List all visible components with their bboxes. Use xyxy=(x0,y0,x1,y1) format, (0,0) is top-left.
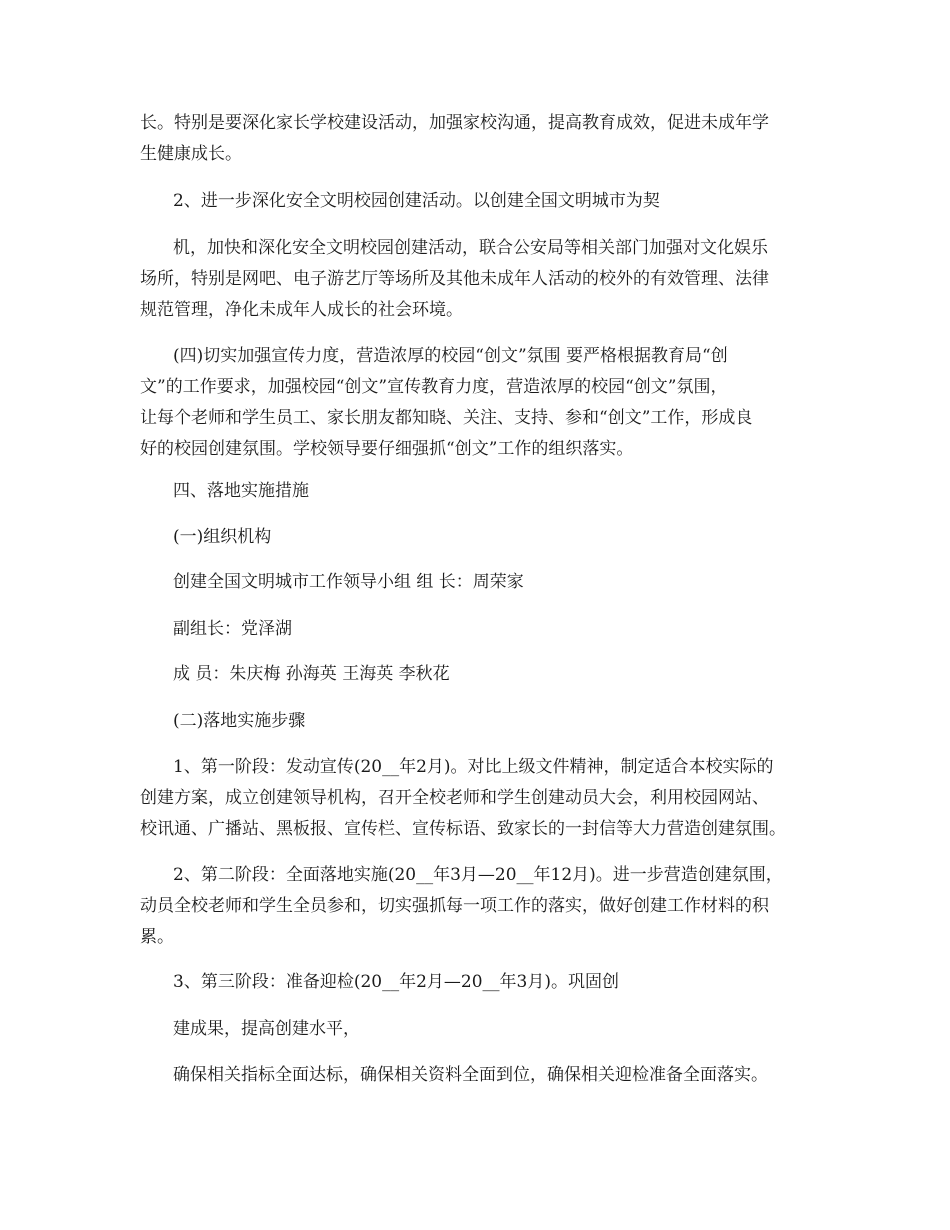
paragraph-phase-one xyxy=(140,752,810,845)
text-line: (四)切实加强宣传力度，营造浓厚的校园“创文”氛围 要严格根据教育局“创 xyxy=(173,346,728,366)
paragraph-phase-three xyxy=(140,967,810,998)
text-line: 动员全校老师和学生全员参和，切实强抓每一项工作的落实，做好创建工作材料的积 xyxy=(140,896,769,916)
subheading-organization xyxy=(140,522,810,553)
paragraph-phase-three-continued xyxy=(140,1014,810,1045)
text-line: 建成果，提高创建水平， xyxy=(173,1019,360,1039)
text-line: 累。 xyxy=(140,927,174,947)
text-line: 2、进一步深化安全文明校园创建活动。以创建全国文明城市为契 xyxy=(173,191,660,211)
paragraph-publicity xyxy=(140,341,810,465)
text-line: (二)落地实施步骤 xyxy=(173,711,306,731)
text-line: 文”的工作要求，加强校园“创文”宣传教育力度，营造浓厚的校园“创文”氛围， xyxy=(140,377,728,397)
paragraph-phase-two xyxy=(140,860,810,953)
text-line: 确保相关指标全面达标，确保相关资料全面到位，确保相关迎检准备全面落实。 xyxy=(173,1065,768,1085)
section-heading-implementation xyxy=(140,476,810,507)
paragraph-safe-campus-body xyxy=(140,233,810,326)
text-line: 好的校园创建氛围。学校领导要仔细强抓“创文”工作的组织落实。 xyxy=(140,439,634,459)
text-line: 创建方案，成立创建领导机构，召开全校老师和学生创建动员大会，利用校园网站、 xyxy=(140,788,769,808)
text-line: 让每个老师和学生员工、家长朋友都知晓、关注、支持、参和“创文”工作，形成良 xyxy=(140,408,753,428)
deputy-leader xyxy=(140,614,810,645)
text-line: 2、第二阶段：全面落地实施(20__年3月—20__年12月)。进一步营造创建氛围， xyxy=(173,865,783,885)
text-line: 副组长：党泽湖 xyxy=(173,619,292,639)
text-line: 规范管理，净化未成年人成长的社会环境。 xyxy=(140,300,463,320)
text-line: 成 员：朱庆梅 孙海英 王海英 李秋花 xyxy=(173,664,450,684)
paragraph-phase-three-goals xyxy=(140,1060,810,1091)
text-line: 校讯通、广播站、黑板报、宣传栏、宣传标语、致家长的一封信等大力营造创建氛围。 xyxy=(140,819,786,839)
text-line: 1、第一阶段：发动宣传(20__年2月)。对比上级文件精神，制定适合本校实际的 xyxy=(173,757,774,777)
text-line: 四、落地实施措施 xyxy=(173,481,309,501)
group-members xyxy=(140,659,810,690)
text-line: 生健康成长。 xyxy=(140,144,242,164)
paragraph-parent-school-continuation xyxy=(140,108,810,170)
text-line: 长。特别是要深化家长学校建设活动，加强家校沟通，提高教育成效，促进未成年学 xyxy=(140,113,769,133)
paragraph-safe-campus-heading xyxy=(140,186,810,217)
text-line: (一)组织机构 xyxy=(173,527,272,547)
text-line: 3、第三阶段：准备迎检(20__年2月—20__年3月)。巩固创 xyxy=(173,972,619,992)
text-line: 机，加快和深化安全文明校园创建活动，联合公安局等相关部门加强对文化娱乐 xyxy=(173,238,768,258)
text-line: 创建全国文明城市工作领导小组 组 长：周荣家 xyxy=(173,572,524,592)
subheading-steps xyxy=(140,706,810,737)
text-line: 场所，特别是网吧、电子游艺厅等场所及其他未成年人活动的校外的有效管理、法律 xyxy=(140,269,769,289)
leadership-group-leader xyxy=(140,567,810,598)
